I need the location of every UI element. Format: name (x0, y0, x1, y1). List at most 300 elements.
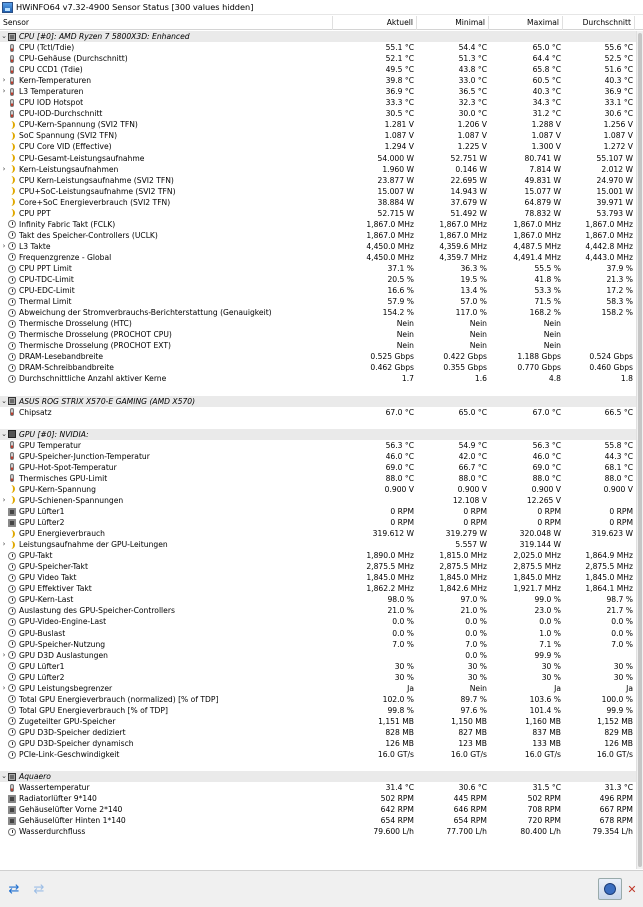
sensor-name-cell (0, 661, 333, 672)
sensor-name-cell (0, 506, 333, 517)
value-current: 1.960 W (382, 164, 414, 174)
value-max: 60.5 °C (532, 76, 561, 86)
value-average: 0 RPM (609, 507, 633, 517)
voltage-icon (9, 165, 15, 173)
sensor-label: DRAM-Lesebandbreite (19, 352, 104, 362)
sensor-row[interactable] (0, 130, 636, 141)
value-current: 16.0 GT/s (377, 750, 414, 760)
sensor-row[interactable] (0, 727, 636, 738)
gauge-icon (8, 298, 16, 306)
value-min: 43.8 °C (458, 65, 487, 75)
value-max: 1.188 Gbps (517, 352, 561, 362)
sensor-name-cell (0, 550, 333, 561)
value-current: 1,845.0 MHz (366, 573, 414, 583)
sensor-name-cell (0, 771, 333, 782)
value-current: 88.0 °C (385, 473, 414, 483)
value-current: 31.4 °C (385, 783, 414, 793)
value-max: 65.8 °C (532, 65, 561, 75)
value-average: 31.3 °C (604, 783, 633, 793)
sensor-name-cell (0, 219, 333, 230)
value-max: 40.3 °C (532, 87, 561, 97)
value-current: 52.715 W (377, 208, 414, 218)
value-current: 0.462 Gbps (370, 363, 414, 373)
sensor-row[interactable] (0, 340, 636, 351)
sensor-row[interactable] (0, 661, 636, 672)
value-min: Nein (469, 683, 487, 693)
sensor-row[interactable] (0, 440, 636, 451)
sensor-label: Aquaero (19, 772, 51, 782)
sensor-label: CPU PPT (19, 208, 51, 218)
sensor-row[interactable] (0, 296, 636, 307)
sensor-row[interactable] (0, 307, 636, 318)
thermometer-icon (10, 110, 14, 118)
sensor-label: GPU-Hot-Spot-Temperatur (19, 462, 117, 472)
sensor-row[interactable] (0, 318, 636, 329)
column-header-sensor[interactable]: Sensor (0, 16, 333, 30)
sensor-row[interactable] (0, 605, 636, 616)
sensor-group-row[interactable] (0, 429, 636, 440)
sensor-row[interactable] (0, 186, 636, 197)
value-max: 1.0 % (539, 628, 561, 638)
collapse-chevron-icon[interactable]: ⌄ (1, 396, 7, 405)
value-min: 32.3 °C (458, 98, 487, 108)
value-max: 23.0 % (534, 606, 561, 616)
collapse-chevron-icon[interactable]: ⌄ (1, 772, 7, 781)
value-average: 40.3 °C (604, 76, 633, 86)
close-button[interactable]: ✕ (627, 882, 637, 896)
sensor-label: Thermisches GPU-Limit (19, 473, 108, 483)
value-min: 1,867.0 MHz (439, 230, 487, 240)
value-min: 319.279 W (445, 529, 487, 539)
sensor-list[interactable] (0, 31, 636, 869)
value-current: 154.2 % (382, 308, 414, 318)
value-average: 36.9 °C (604, 87, 633, 97)
expand-chevron-icon[interactable]: › (2, 683, 6, 692)
sensor-label: Wassertemperatur (19, 783, 90, 793)
sensor-name-cell (0, 782, 333, 793)
sensor-label: CPU-Kern-Spannung (SVI2 TFN) (19, 120, 138, 130)
sensor-name-cell (0, 804, 333, 815)
value-average: 0.900 V (603, 484, 633, 494)
sensor-row[interactable] (0, 683, 636, 694)
gauge-icon (8, 220, 16, 228)
sensor-label: Abweichung der Stromverbrauchs-Berichterstattung (Genauigkeit) (19, 308, 272, 318)
column-header-min[interactable]: Minimal (417, 16, 489, 30)
gauge-icon (8, 728, 16, 736)
sensor-label: SoC Spannung (SVI2 TFN) (19, 131, 118, 141)
value-current: 1,151 MB (378, 716, 414, 726)
value-average: 21.7 % (606, 606, 633, 616)
value-average: 33.1 °C (604, 98, 633, 108)
expand-chevron-icon[interactable]: › (2, 241, 6, 250)
value-current: 20.5 % (387, 275, 414, 285)
value-min: 30.6 °C (458, 783, 487, 793)
sensor-row[interactable] (0, 208, 636, 219)
value-current: 1.7 (401, 374, 414, 384)
value-min: 646 RPM (453, 805, 487, 815)
sensor-row[interactable] (0, 75, 636, 86)
sensor-row[interactable] (0, 329, 636, 340)
status-footer (0, 870, 643, 907)
sensor-row[interactable] (0, 517, 636, 528)
sensor-row[interactable] (0, 263, 636, 274)
value-max: 53.3 % (534, 286, 561, 296)
sensor-row[interactable] (0, 285, 636, 296)
gauge-icon (8, 695, 16, 703)
sensor-name-cell (0, 429, 333, 440)
value-max: 1,921.7 MHz (513, 584, 561, 594)
sensor-row[interactable] (0, 815, 636, 826)
sensor-name-cell (0, 130, 333, 141)
value-max: 320.048 W (519, 529, 561, 539)
value-average (563, 340, 633, 351)
sensor-row[interactable] (0, 473, 636, 484)
thermometer-icon (10, 463, 14, 471)
value-min: 0.900 V (457, 484, 487, 494)
thermometer-icon (10, 474, 14, 482)
sensor-row[interactable] (0, 738, 636, 749)
sensor-row[interactable] (0, 782, 636, 793)
sensor-row[interactable] (0, 86, 636, 97)
sensor-row[interactable] (0, 495, 636, 506)
value-min: 14.943 W (450, 186, 487, 196)
value-current: 23.877 W (377, 175, 414, 185)
voltage-icon (9, 541, 15, 549)
value-current: 2,875.5 MHz (366, 562, 414, 572)
logging-clock-button[interactable] (598, 878, 622, 900)
value-max: 0.0 % (539, 617, 561, 627)
sensor-row[interactable] (0, 241, 636, 252)
value-average: 126 MB (604, 739, 633, 748)
sensor-label: CPU PPT Limit (19, 263, 72, 273)
sensor-name-cell (0, 605, 333, 616)
sensor-row[interactable] (0, 252, 636, 263)
sensor-row[interactable] (0, 141, 636, 152)
sensor-group-row[interactable] (0, 396, 636, 407)
fan-icon (8, 519, 16, 527)
sensor-group-row[interactable] (0, 31, 636, 42)
thermometer-icon (10, 77, 14, 85)
vertical-scrollbar[interactable] (636, 31, 643, 869)
sensor-row[interactable] (0, 539, 636, 550)
sensor-name-cell (0, 716, 333, 727)
value-current: 16.6 % (387, 286, 414, 296)
sensor-name-cell (0, 826, 333, 837)
value-average: 88.0 °C (604, 473, 633, 483)
sensor-row[interactable] (0, 153, 636, 164)
sensor-label: CPU-Gehäuse (Durchschnitt) (19, 54, 128, 64)
sensor-label: Kern-Temperaturen (19, 76, 92, 86)
sensor-row[interactable] (0, 561, 636, 572)
sensor-label: Radiatorlüfter 9*140 (19, 794, 97, 804)
value-min: 1,150 MB (451, 716, 487, 726)
value-min: 77.700 L/h (446, 827, 487, 837)
sensor-name-cell (0, 473, 333, 484)
sensor-label: GPU-Takt (19, 551, 53, 561)
column-header-current[interactable]: Aktuell (333, 16, 417, 30)
value-average (563, 318, 633, 329)
sensor-label: Takt des Speicher-Controllers (UCLK) (19, 230, 158, 240)
sensor-name-cell (0, 329, 333, 340)
value-average: 24.970 W (596, 175, 633, 185)
value-max: 67.0 °C (532, 407, 561, 417)
expand-chevron-icon[interactable]: › (2, 87, 6, 96)
sensor-name-cell (0, 351, 333, 362)
sensor-label: Thermische Drosselung (PROCHOT CPU) (19, 330, 172, 340)
value-current: 39.8 °C (385, 76, 414, 86)
value-average: 496 RPM (599, 794, 633, 804)
value-average: 158.2 % (601, 308, 633, 318)
value-average: 30.6 °C (604, 109, 633, 119)
value-max: 69.0 °C (532, 462, 561, 472)
sensor-name-cell (0, 108, 333, 119)
value-max: 49.831 W (524, 175, 561, 185)
collapse-chevron-icon[interactable]: ⌄ (1, 32, 7, 40)
value-max: 55.5 % (534, 263, 561, 273)
sensor-name-cell (0, 31, 333, 42)
value-min: 0.0 % (465, 617, 487, 627)
sensor-row[interactable] (0, 672, 636, 683)
sensor-name-cell (0, 64, 333, 75)
sensor-row[interactable] (0, 550, 636, 561)
sensor-row[interactable] (0, 53, 636, 64)
value-max: 99.0 % (534, 595, 561, 605)
value-current: 319.612 W (372, 529, 414, 539)
sensor-label: Gehäuselüfter Hinten 1*140 (19, 816, 126, 826)
sensor-name-cell (0, 694, 333, 705)
value-max: 7.1 % (539, 639, 561, 649)
sensor-row[interactable] (0, 64, 636, 75)
sensor-row[interactable] (0, 351, 636, 362)
sensor-label: GPU-Speicher-Nutzung (19, 639, 106, 649)
expand-chevron-icon[interactable]: › (2, 76, 6, 85)
value-min: 0.146 W (455, 164, 487, 174)
fan-icon (8, 795, 16, 803)
value-current (333, 650, 414, 661)
sensor-name-cell (0, 451, 333, 462)
sensor-label: GPU-Kern-Spannung (19, 484, 96, 494)
value-max: 64.879 W (524, 197, 561, 207)
sensor-name-cell (0, 484, 333, 495)
sensor-row[interactable] (0, 175, 636, 186)
sensor-name-cell (0, 639, 333, 650)
gauge-icon (8, 574, 16, 582)
value-average: 1,845.0 MHz (585, 573, 633, 583)
sensor-row[interactable] (0, 230, 636, 241)
sensor-label: GPU D3D-Speicher dynamisch (19, 739, 134, 748)
value-average: 1.087 V (603, 131, 633, 141)
voltage-icon (9, 187, 15, 195)
voltage-icon (9, 121, 15, 129)
chip-icon (8, 397, 16, 405)
value-current (333, 539, 414, 550)
sensor-label: CPU-Gesamt-Leistungsaufnahme (19, 153, 145, 163)
sensor-row[interactable] (0, 274, 636, 285)
sensor-label: Frequenzgrenze - Global (19, 252, 112, 262)
sensor-label: Leistungsaufnahme der GPU-Leitungen (19, 540, 168, 550)
voltage-icon (9, 132, 15, 140)
sensor-name-cell (0, 407, 333, 418)
sensor-row[interactable] (0, 164, 636, 175)
value-min: 52.751 W (450, 153, 487, 163)
sensor-label: CPU-TDC-Limit (19, 275, 74, 285)
sensor-row[interactable] (0, 451, 636, 462)
voltage-icon (9, 154, 15, 162)
sensor-row[interactable] (0, 462, 636, 473)
value-max: 133 MB (532, 739, 561, 748)
value-max: 1,845.0 MHz (513, 573, 561, 583)
sensor-row[interactable] (0, 628, 636, 639)
thermometer-icon (10, 441, 14, 449)
scrollbar-thumb[interactable] (638, 33, 642, 867)
sensor-label: GPU Lüfter1 (19, 661, 65, 671)
sensor-label: Zugeteilter GPU-Speicher (19, 716, 116, 726)
sensor-row[interactable] (0, 506, 636, 517)
value-min: 0.0 % (465, 650, 487, 660)
sensor-label: GPU Video Takt (19, 573, 77, 583)
expand-chevron-icon[interactable]: › (2, 495, 6, 504)
sensor-row[interactable] (0, 616, 636, 627)
value-average: 58.3 % (606, 297, 633, 307)
nav-arrows-icon[interactable]: ⇄ (8, 881, 20, 897)
sensor-label: GPU-Kern-Last (19, 595, 74, 605)
sensor-name-cell (0, 340, 333, 351)
sensor-row[interactable] (0, 407, 636, 418)
value-max: 0 RPM (537, 507, 561, 517)
value-max: 30 % (541, 661, 561, 671)
value-average: 44.3 °C (604, 451, 633, 461)
thermometer-icon (10, 452, 14, 460)
sensor-row[interactable] (0, 362, 636, 373)
value-max: 7.814 W (529, 164, 561, 174)
sensor-row[interactable] (0, 97, 636, 108)
sensor-label: GPU Lüfter2 (19, 672, 65, 682)
value-min: 97.6 % (460, 705, 487, 715)
expand-chevron-icon[interactable]: › (2, 650, 6, 659)
sensor-row[interactable] (0, 197, 636, 208)
value-max: 2,025.0 MHz (513, 551, 561, 561)
value-min: 827 MB (458, 727, 487, 737)
sensor-name-cell (0, 53, 333, 64)
sensor-row[interactable] (0, 804, 636, 815)
gauge-icon (8, 342, 16, 350)
value-current: 1,867.0 MHz (366, 230, 414, 240)
sensor-row[interactable] (0, 108, 636, 119)
sensor-row[interactable] (0, 826, 636, 837)
value-average (563, 495, 633, 506)
gauge-icon (8, 740, 16, 748)
sensor-label: Kern-Leistungsaufnahmen (19, 164, 119, 174)
thermometer-icon (10, 66, 14, 74)
value-average: 15.001 W (596, 186, 633, 196)
value-min: 4,359.6 MHz (439, 241, 487, 251)
sensor-name-cell (0, 738, 333, 749)
sensor-label: ASUS ROG STRIX X570-E GAMING (AMD X570) (19, 396, 196, 406)
sensor-name-cell (0, 307, 333, 318)
value-current: 828 MB (385, 727, 414, 737)
column-header-max[interactable]: Maximal (489, 16, 563, 30)
expand-chevron-icon[interactable]: › (2, 164, 6, 173)
value-current: 1,890.0 MHz (366, 551, 414, 561)
sensor-row[interactable] (0, 793, 636, 804)
sensor-row[interactable] (0, 219, 636, 230)
value-average: 55.6 °C (604, 43, 633, 53)
gauge-icon (8, 320, 16, 328)
sensor-row[interactable] (0, 749, 636, 760)
value-max: Ja (554, 683, 561, 693)
nav-arrows-disabled-icon[interactable]: ⇄ (33, 881, 45, 897)
sensor-group-row[interactable] (0, 771, 636, 782)
value-average: 0.0 % (611, 617, 633, 627)
sensor-name-cell (0, 683, 333, 694)
sensor-row[interactable] (0, 594, 636, 605)
sensor-name-cell (0, 252, 333, 263)
value-average: 68.1 °C (604, 462, 633, 472)
value-min: 2,875.5 MHz (439, 562, 487, 572)
gauge-icon (8, 828, 16, 836)
value-min: 54.4 °C (458, 43, 487, 53)
expand-chevron-icon[interactable]: › (2, 540, 6, 549)
sensor-label: GPU Temperatur (19, 440, 82, 450)
sensor-row[interactable] (0, 572, 636, 583)
sensor-row[interactable] (0, 694, 636, 705)
sensor-row[interactable] (0, 650, 636, 661)
value-max: 16.0 GT/s (524, 750, 561, 760)
value-min: 1,867.0 MHz (439, 219, 487, 229)
sensor-row[interactable] (0, 716, 636, 727)
value-min: 30 % (467, 672, 487, 682)
sensor-row[interactable] (0, 484, 636, 495)
value-average: 55.107 W (596, 153, 633, 163)
value-min: 445 RPM (453, 794, 487, 804)
value-current: 37.1 % (387, 263, 414, 273)
sensor-label: L3 Temperaturen (19, 87, 84, 97)
value-max: 0.900 V (531, 484, 561, 494)
sensor-row[interactable] (0, 528, 636, 539)
value-average: 53.793 W (596, 208, 633, 218)
gauge-icon (8, 375, 16, 383)
sensor-row[interactable] (0, 639, 636, 650)
value-average: 55.8 °C (604, 440, 633, 450)
value-max: 80.400 L/h (520, 827, 561, 837)
value-average: 4,443.0 MHz (585, 252, 633, 262)
column-header-average[interactable]: Durchschnitt (563, 16, 635, 30)
sensor-name-cell (0, 362, 333, 373)
value-average: 0 RPM (609, 518, 633, 528)
collapse-chevron-icon[interactable]: ⌄ (1, 429, 7, 438)
value-current: 79.600 L/h (373, 827, 414, 837)
sensor-row[interactable] (0, 119, 636, 130)
sensor-row[interactable] (0, 42, 636, 53)
value-max: 101.4 % (529, 705, 561, 715)
sensor-name-cell (0, 274, 333, 285)
value-max: Nein (543, 341, 561, 351)
sensor-label: CPU-EDC-Limit (19, 286, 75, 296)
value-average: 1.256 V (603, 120, 633, 130)
value-max: 1,160 MB (525, 716, 561, 726)
voltage-icon (9, 143, 15, 151)
sensor-row[interactable] (0, 373, 636, 384)
value-min: 51.492 W (450, 208, 487, 218)
sensor-row[interactable] (0, 705, 636, 716)
sensor-name-cell (0, 42, 333, 53)
value-current: 21.0 % (387, 606, 414, 616)
sensor-label: Total GPU Energieverbrauch [% of TDP] (19, 705, 168, 715)
voltage-icon (9, 198, 15, 206)
gauge-icon (8, 276, 16, 284)
sensor-label: Auslastung des GPU-Speicher-Controllers (19, 606, 175, 616)
sensor-row[interactable] (0, 583, 636, 594)
